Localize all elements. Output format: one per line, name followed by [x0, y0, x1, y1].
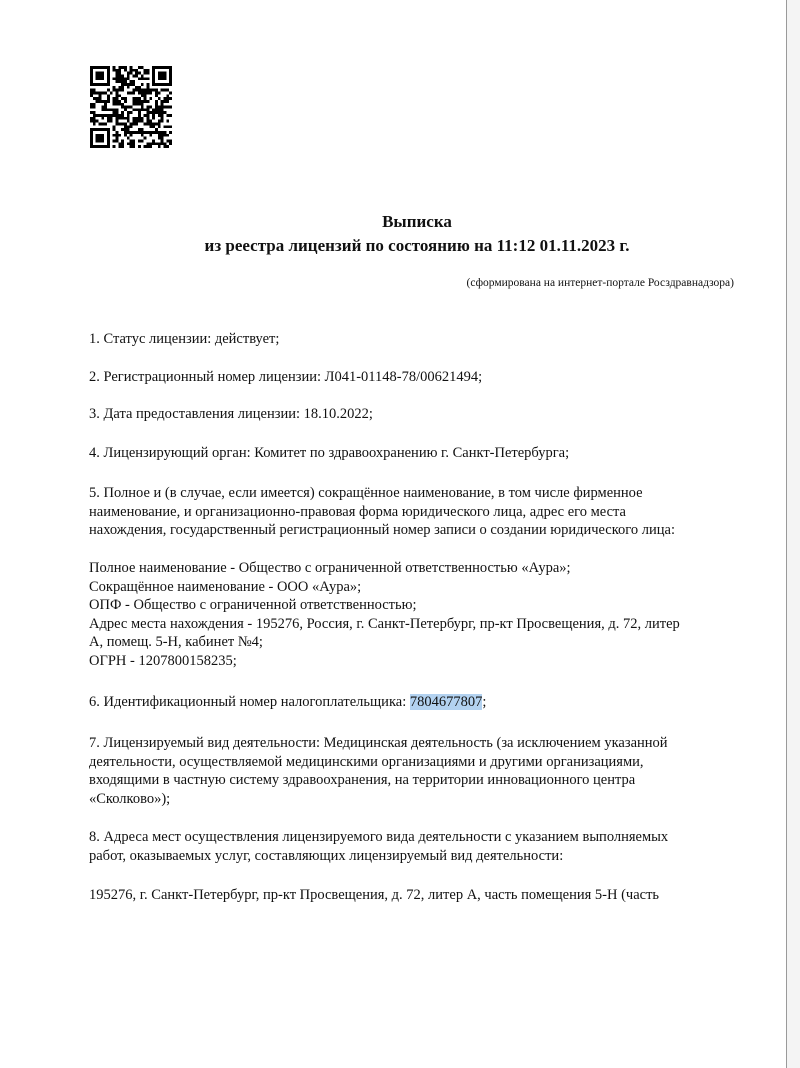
inn-value-selected[interactable]: 7804677807	[409, 694, 483, 710]
org-short-name: Сокращённое наименование - ООО «Аура»;	[89, 578, 362, 595]
org-address: Адрес места нахождения - 195276, Россия, г. Санкт-Петербург, пр-кт Просвещения, д. 72, литер	[89, 615, 680, 632]
org-ogrn: ОГРН - 1207800158235;	[89, 652, 237, 669]
organization-details	[89, 559, 749, 670]
paragraph-line: 5. Полное и (в случае, если имеется) сокращённое наименование, в том числе фирменное	[89, 485, 643, 501]
org-full-name: Полное наименование - Общество с ограниченной ответственностью «Аура»;	[89, 560, 571, 576]
document-title: Выписка	[382, 212, 452, 231]
paragraph-line: работ, оказываемых услуг, составляющих лицензируемый вид деятельности:	[89, 847, 564, 864]
paragraph-line: 8. Адреса мест осуществления лицензируемого вида деятельности с указанием выполняемых	[89, 829, 669, 845]
item-registration-number: 2. Регистрационный номер лицензии: Л041-01148-78/00621494;	[89, 369, 483, 385]
document-subtitle: из реестра лицензий по состоянию на 11:12 01.11.2023 г.	[204, 236, 630, 255]
item-legal-entity-heading	[89, 484, 749, 540]
inn-label: 6. Идентификационный номер налогоплательщика:	[89, 694, 410, 710]
paragraph-line: «Сколково»);	[89, 790, 171, 807]
item-license-status: 1. Статус лицензии: действует;	[89, 331, 280, 347]
paragraph-line: нахождения, государственный регистрационный номер записи о создании юридического лица:	[89, 522, 675, 538]
item-licensing-authority: 4. Лицензирующий орган: Комитет по здравоохранению г. Санкт-Петербурга;	[89, 445, 570, 461]
paragraph-line: входящими в частную систему здравоохранения, на территории инновационного центра	[89, 772, 636, 788]
org-legal-form: ОПФ - Общество с ограниченной ответственностью;	[89, 597, 417, 613]
viewer-background	[787, 0, 800, 1068]
org-address-cont: А, помещ. 5-Н, кабинет №4;	[89, 634, 263, 650]
qr-code-icon	[90, 66, 172, 148]
item-activity-type	[89, 734, 749, 808]
paragraph-line: наименование, и организационно-правовая форма юридического лица, адрес его места	[89, 503, 626, 520]
paragraph-line: 7. Лицензируемый вид деятельности: Медицинская деятельность (за исключением указанной	[89, 735, 668, 751]
item-inn	[89, 693, 749, 712]
item-issue-date: 3. Дата предоставления лицензии: 18.10.2022;	[89, 406, 373, 422]
inn-suffix: ;	[482, 694, 487, 710]
activity-address-line: 195276, г. Санкт-Петербург, пр-кт Просвещения, д. 72, литер А, часть помещения 5-Н (часть	[89, 887, 660, 903]
portal-note: (сформирована на интернет-портале Росздравнадзора)	[466, 277, 734, 289]
item-activity-addresses	[89, 828, 749, 865]
paragraph-line: деятельности, осуществляемой медицинскими организациями и другими организациями,	[89, 753, 644, 770]
